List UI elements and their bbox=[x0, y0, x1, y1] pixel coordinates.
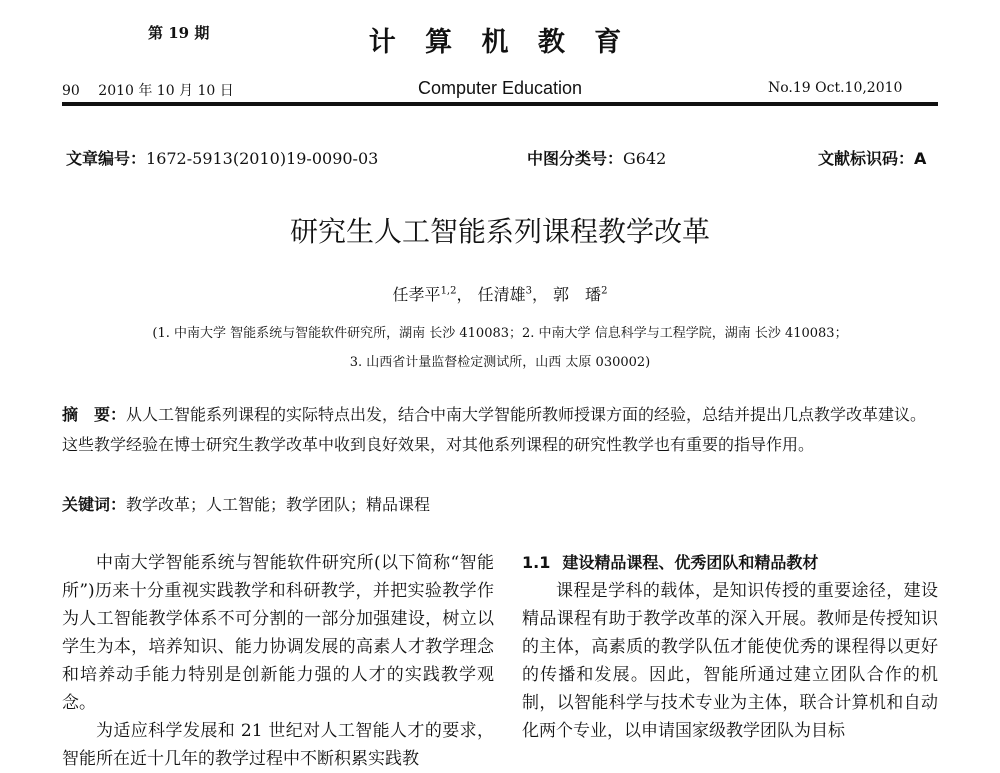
body-left-column bbox=[62, 549, 494, 773]
paper-title: 研究生人工智能系列课程教学改革 bbox=[289, 215, 710, 248]
document-code-value: A bbox=[914, 149, 927, 168]
publication-date: 2010 年 10 月 10 日 bbox=[98, 83, 234, 99]
issue-number: 第 19 期 bbox=[148, 24, 210, 42]
classification-label: 中图分类号： bbox=[527, 149, 624, 168]
keywords-label: 关键词： bbox=[62, 495, 127, 514]
section-number: 1.1 bbox=[522, 553, 551, 572]
author-name: 郭 璠 bbox=[553, 285, 602, 304]
page-number: 90 bbox=[62, 83, 80, 99]
author-name: 任清雄 bbox=[477, 285, 526, 304]
affiliation-line-1: (1. 中南大学 智能系统与智能软件研究所，湖南 长沙 410083；2. 中南大学 信息科学与工程学院，湖南 长沙 410083； bbox=[152, 326, 848, 341]
author-affiliation-mark: 3 bbox=[525, 285, 532, 297]
abstract bbox=[62, 400, 938, 460]
author-affiliation-mark: 1,2 bbox=[440, 285, 457, 297]
author-affiliation-mark: 2 bbox=[601, 285, 608, 297]
journal-title: 计 算 机 教 育 bbox=[368, 27, 632, 58]
journal-title-en: Computer Education bbox=[417, 78, 583, 98]
article-number bbox=[66, 146, 378, 169]
body-right-column bbox=[522, 549, 938, 745]
body-paragraph: 课程是学科的载体，是知识传授的重要途径，建设精品课程有助于教学改革的深入开展。教师是传授知识的主体，高素质的教学队伍才能使优秀的课程得以更好的传播和发展。因此，智能所通过建立团队合作的机制，以智能科学与技术专业为主体，联合计算机和自动化两个专业，以申请国家级教学团队为目标 bbox=[522, 581, 938, 741]
classification-value: G642 bbox=[623, 149, 667, 168]
abstract-text: 从人工智能系列课程的实际特点出发，结合中南大学智能所教师授课方面的经验，总结并提出几点教学改革建议。这些教学经验在博士研究生教学改革中收到良好效果，对其他系列课程的研究性教学也有重要的指导作用。 bbox=[62, 405, 927, 454]
keywords bbox=[62, 490, 938, 520]
classification-number bbox=[527, 146, 666, 169]
section-heading bbox=[522, 549, 938, 577]
section-title: 建设精品课程、优秀团队和精品教材 bbox=[562, 553, 819, 572]
authors: 任孝平$^{1,2}$， 任清雄$^3$， 郭 璠$^2$ bbox=[392, 285, 608, 304]
author-name: 任孝平 bbox=[392, 285, 441, 304]
document-code bbox=[818, 146, 926, 169]
article-number-value: 1672-5913(2010)19-0090-03 bbox=[146, 149, 379, 168]
body-paragraph: 中南大学智能系统与智能软件研究所(以下简称“智能所”)历来十分重视实践教学和科研教学，并把实验教学作为人工智能教学体系不可分割的一部分加强建设，树立以学生为本，培养知识、能力协调发展的高素人才教学理念和培养动手能力特别是创新能力强的人才的实践教学观念。 bbox=[62, 553, 494, 713]
body-paragraph: 为适应科学发展和 21 世纪对人工智能人才的要求，智能所在近十几年的教学过程中不断积累实践教 bbox=[62, 721, 494, 769]
article-number-label: 文章编号： bbox=[66, 149, 147, 168]
affiliation-line-2: 3. 山西省计量监督检定测试所，山西 太原 030002) bbox=[349, 355, 651, 370]
issue-en: No.19 Oct.10,2010 bbox=[768, 80, 903, 96]
header-rule bbox=[62, 102, 938, 106]
document-code-label: 文献标识码： bbox=[818, 149, 915, 168]
keywords-text: 教学改革；人工智能；教学团队；精品课程 bbox=[126, 495, 431, 514]
abstract-label: 摘 要： bbox=[62, 405, 127, 424]
